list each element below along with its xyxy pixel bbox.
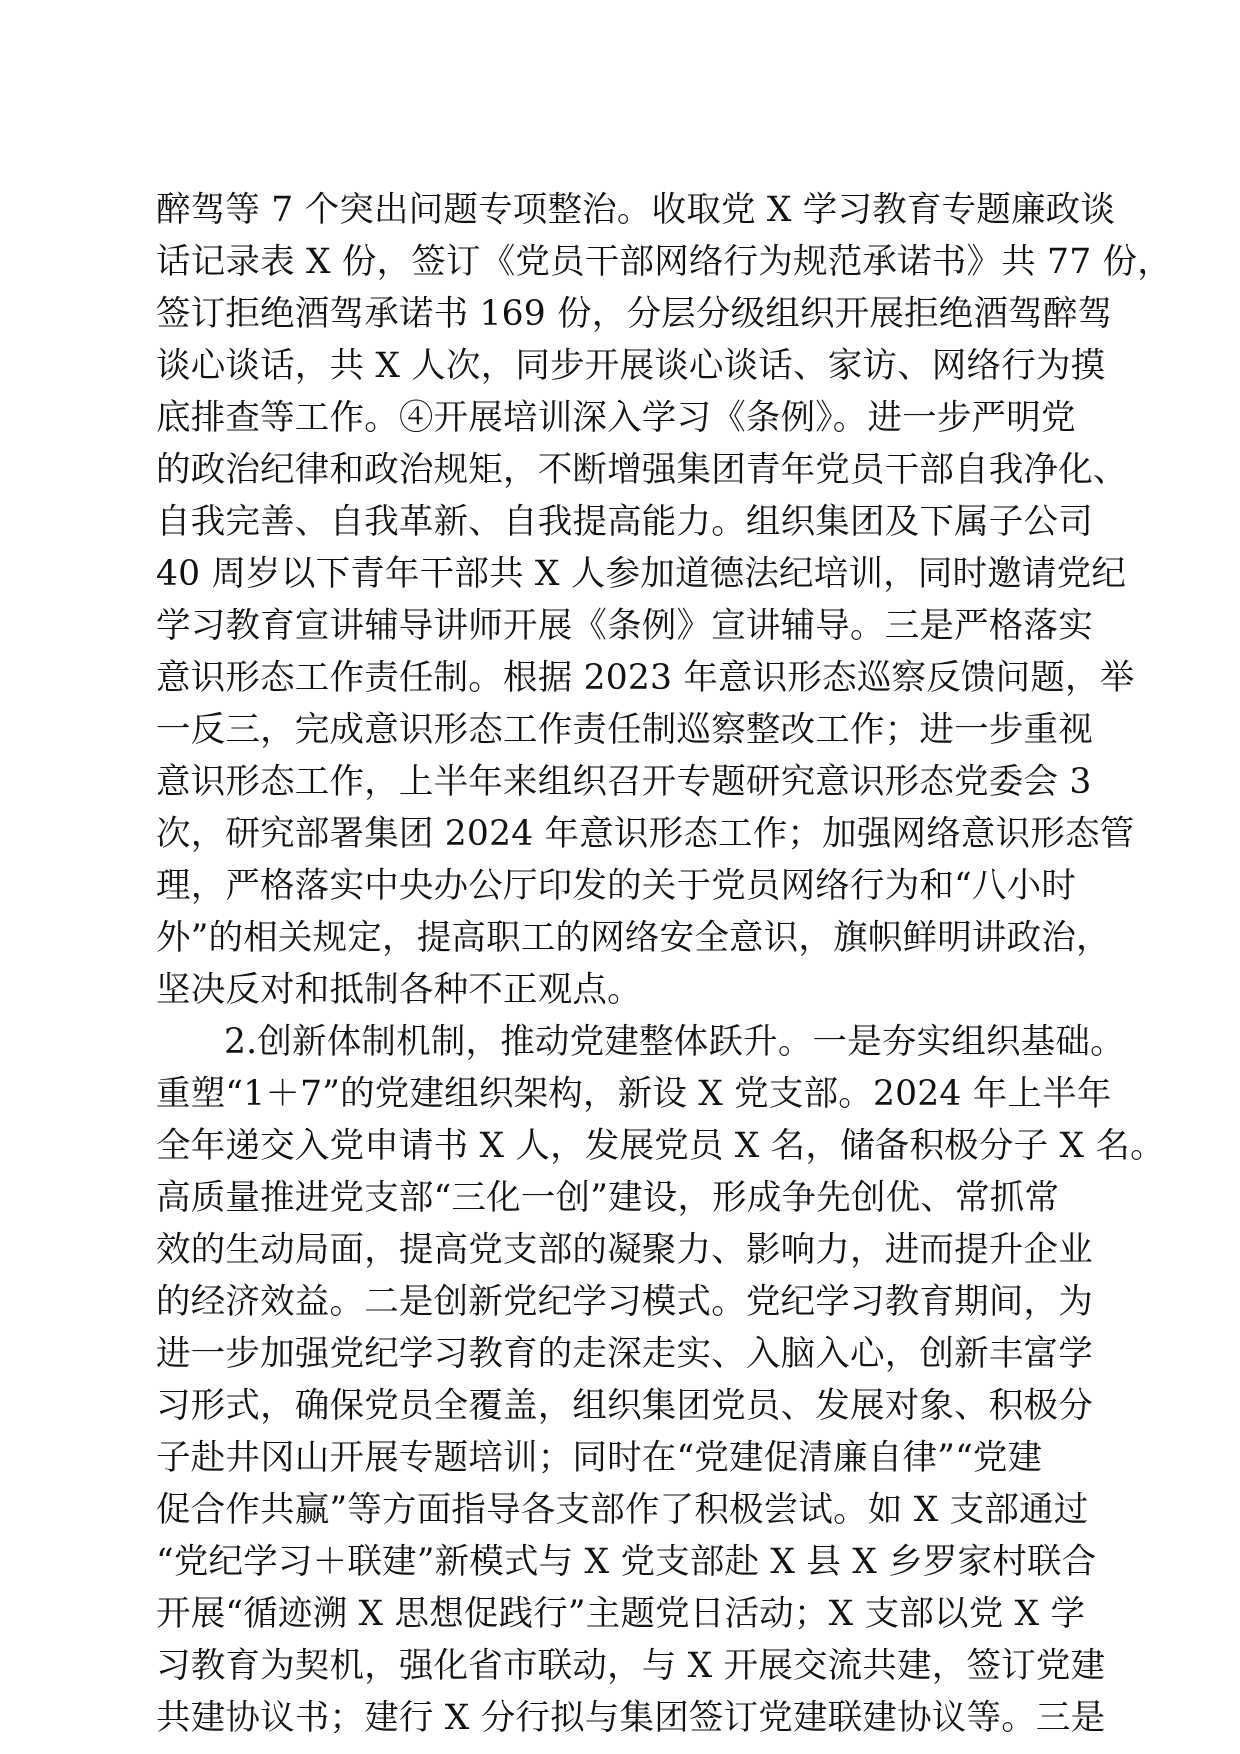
text-line: 自我完善、自我革新、自我提高能力。组织集团及下属子公司 (156, 502, 1093, 542)
text-line: 的政治纪律和政治规矩，不断增强集团青年党员干部自我净化、 (156, 450, 1128, 490)
text-line: 意识形态工作责任制。根据 2023 年意识形态巡察反馈问题，举 (156, 658, 1135, 698)
text-line: 的经济效益。二是创新党纪学习模式。党纪学习教育期间，为 (156, 1282, 1093, 1322)
text-line: 谈心谈话，共 X 人次，同步开展谈心谈话、家访、网络行为摸 (156, 346, 1106, 386)
text-line: 子赴井冈山开展专题培训；同时在“党建促清廉自律”“党建 (156, 1438, 1043, 1478)
text-line: 一反三，完成意识形态工作责任制巡察整改工作；进一步重视 (156, 710, 1093, 750)
text-line: 理，严格落实中央办公厅印发的关于党员网络行为和“八小时 (156, 866, 1077, 906)
text-line: 底排查等工作。④开展培训深入学习《条例》。进一步严明党 (156, 398, 1076, 438)
paragraph-start-line: 2.创新体制机制，推动党建整体跃升。一是夯实组织基础。 (224, 1022, 1125, 1062)
text-line: “党纪学习＋联建”新模式与 X 党支部赴 X 县 X 乡罗家村联合 (156, 1542, 1097, 1582)
text-line: 重塑“1＋7”的党建组织架构，新设 X 党支部。2024 年上半年 (156, 1074, 1112, 1114)
text-line: 效的生动局面，提高党支部的凝聚力、影响力，进而提升企业 (156, 1230, 1093, 1270)
text-line: 开展“循迹溯 X 思想促践行”主题党日活动；X 支部以党 X 学 (156, 1594, 1086, 1634)
text-line: 外”的相关规定，提高职工的网络安全意识，旗帜鲜明讲政治， (156, 918, 1111, 958)
body-text (156, 184, 1172, 1744)
text-line: 高质量推进党支部“三化一创”建设，形成争先创优、常抓常 (156, 1178, 1060, 1218)
text-line: 学习教育宣讲辅导讲师开展《条例》宣讲辅导。三是严格落实 (156, 606, 1093, 646)
text-line: 习教育为契机，强化省市联动，与 X 开展交流共建，签订党建 (156, 1646, 1106, 1686)
text-line: 坚决反对和抵制各种不正观点。 (156, 970, 642, 1010)
text-line: 签订拒绝酒驾承诺书 169 份，分层分级组织开展拒绝酒驾醉驾 (156, 294, 1113, 334)
text-line: 40 周岁以下青年干部共 X 人参加道德法纪培训，同时邀请党纪 (156, 554, 1127, 594)
text-line: 全年递交入党申请书 X 人，发展党员 X 名，储备积极分子 X 名。 (156, 1126, 1165, 1166)
text-line: 意识形态工作，上半年来组织召开专题研究意识形态党委会 3 (156, 762, 1092, 802)
text-line: 促合作共赢”等方面指导各支部作了积极尝试。如 X 支部通过 (156, 1490, 1089, 1530)
text-line: 醉驾等 7 个突出问题专项整治。收取党 X 学习教育专题廉政谈 (156, 190, 1116, 230)
text-line: 共建协议书；建行 X 分行拟与集团签订党建联建协议等。三是 (156, 1698, 1106, 1738)
text-line: 习形式，确保党员全覆盖，组织集团党员、发展对象、积极分 (156, 1386, 1093, 1426)
text-line: 话记录表 X 份，签订《党员干部网络行为规范承诺书》共 77 份， (156, 242, 1172, 282)
text-line: 次，研究部署集团 2024 年意识形态工作；加强网络意识形态管 (156, 814, 1135, 854)
text-line: 进一步加强党纪学习教育的走深走实、入脑入心，创新丰富学 (156, 1334, 1093, 1374)
